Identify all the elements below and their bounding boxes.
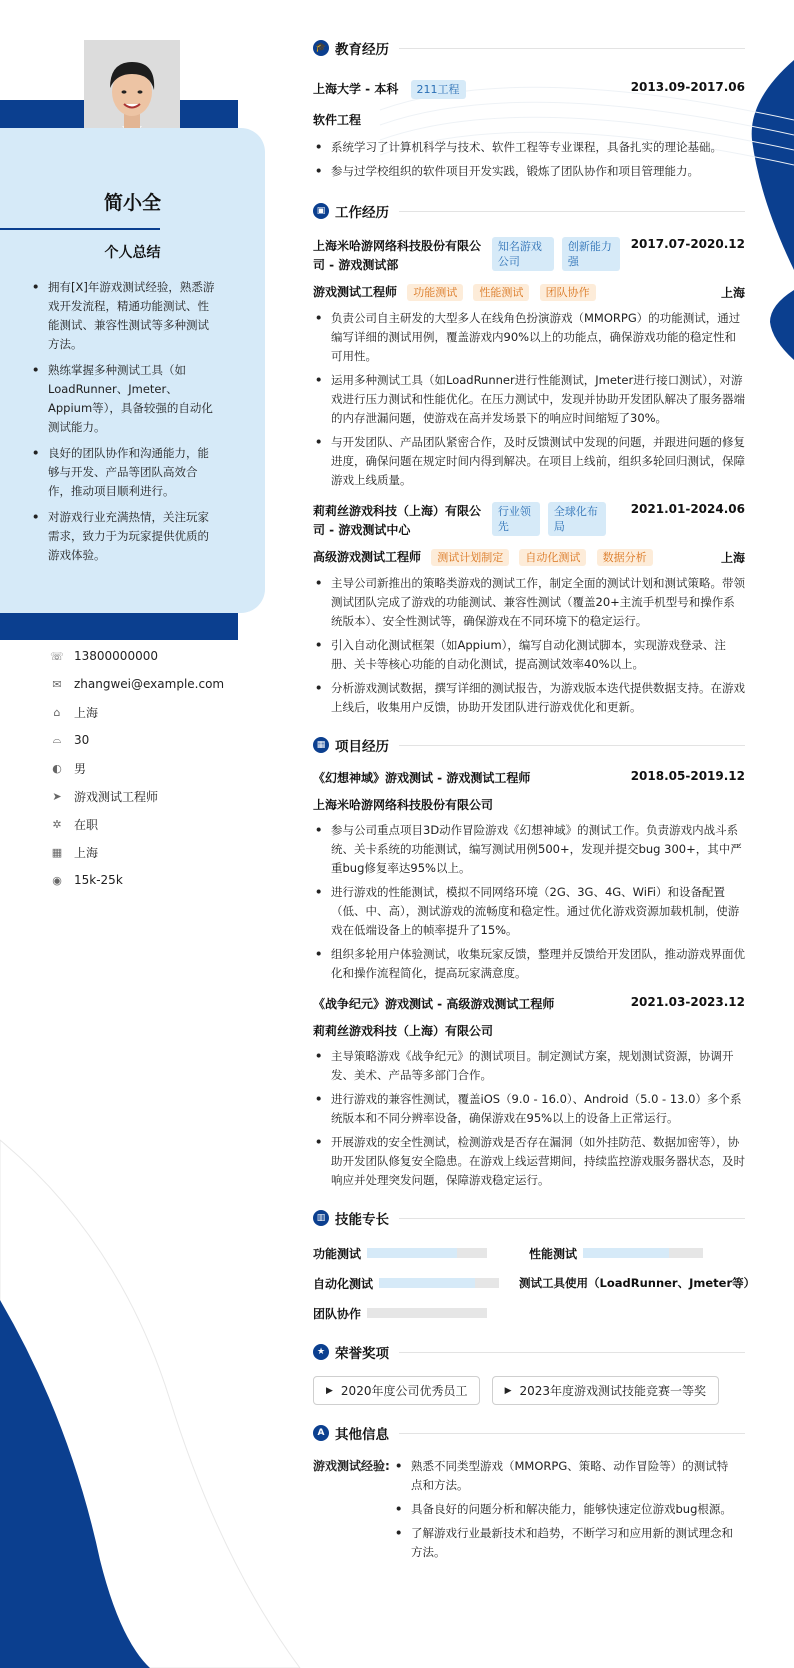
skill-fill (367, 1248, 457, 1258)
education-bullets (313, 138, 745, 181)
skill-fill (379, 1278, 475, 1288)
education-bullet: • 参与过学校组织的软件项目开发实践，锻炼了团队协作和项目管理能力。 (313, 162, 745, 181)
job-role: 游戏测试工程师 (313, 285, 398, 299)
other-label: 游戏测试经验: (313, 1459, 390, 1473)
skill-row (313, 1238, 745, 1268)
briefcase-icon: ▣ (313, 203, 329, 219)
awards-heading (313, 1342, 745, 1362)
other-title: 其他信息 (335, 1427, 389, 1443)
job-bullets (313, 574, 745, 717)
project-date: 2021.03-2023.12 (630, 995, 745, 1009)
job-bullet: • 运用多种测试工具（如LoadRunner进行性能测试，Jmeter进行接口测试），对游戏进行压力测试和性能优化。在压力测试中，发现并协助开发团队解决了服务器端的内存泄漏问题，使游戏在高并发场景下的响应时间缩短了30%。 (313, 371, 745, 428)
job-bullet: • 主导公司新推出的策略类游戏的测试工作，制定全面的测试计划和测试策略。带领测试团队完成了游戏的功能测试、兼容性测试（覆盖20+主流手机型号和操作系统版本）、安全性测试等，确保游戏在不同环境下的稳定运行。 (313, 574, 745, 631)
project-company: 莉莉丝游戏科技（上海）有限公司 (313, 1024, 494, 1038)
job-location: 上海 (720, 285, 745, 300)
project-name: 《战争纪元》游戏测试 - 高级游戏测试工程师 (313, 997, 555, 1011)
job-tag: 创新能力强 (562, 237, 620, 271)
skills-title: 技能专长 (335, 1212, 389, 1228)
education-title: 教育经历 (335, 42, 389, 58)
project-entry (313, 769, 745, 983)
skill-item (313, 1245, 529, 1262)
project-bullet: • 参与公司重点项目3D动作冒险游戏《幻想神域》的测试工作。负责游戏内战斗系统、关卡系统的功能测试，编写测试用例500+，发现并提交bug 300+，其中严重bug修复率达95%以上。 (313, 821, 745, 878)
skill-bar (367, 1308, 487, 1318)
project-bullets (313, 821, 745, 983)
skill-name: 测试工具使用（LoadRunner、Jmeter等） (519, 1276, 756, 1290)
heading-rule (399, 1433, 745, 1434)
play-icon: ▶ (326, 1385, 333, 1396)
salary-icon: ◉ (52, 873, 62, 887)
skill-bar (379, 1278, 499, 1288)
top-right-wave (752, 60, 794, 270)
profile-name: 简小全 (103, 192, 161, 214)
other-block (313, 1457, 745, 1567)
job-company: 上海米哈游网络科技股份有限公司 - 游戏测试部 (313, 239, 482, 272)
contact-phone (50, 642, 224, 670)
contact-email (50, 670, 224, 698)
job-bullet: • 引入自动化测试框架（如Appium），编写自动化测试脚本，实现游戏登录、注册、关卡等核心功能的自动化测试，提高测试效率40%以上。 (313, 636, 745, 674)
contact-home (50, 698, 224, 726)
email-icon: ✉ (52, 677, 62, 691)
skill-item (313, 1275, 519, 1292)
award-label: 2023年度游戏测试技能竞赛一等奖 (519, 1384, 707, 1398)
bar-chart-icon: ▥ (313, 1210, 329, 1226)
job-role-row (313, 283, 745, 301)
project-header (313, 995, 745, 1012)
skill-tag: 自动化测试 (519, 549, 586, 566)
heading-rule (399, 48, 745, 49)
position-value: 游戏测试工程师 (74, 789, 159, 804)
skill-bar (367, 1248, 487, 1258)
heading-rule (399, 745, 745, 746)
status-value: 在职 (74, 817, 99, 832)
skill-item (313, 1305, 529, 1322)
school-name: 上海大学 - 本科 (313, 82, 399, 96)
education-heading (313, 38, 745, 58)
skill-name: 团队协作 (313, 1306, 362, 1321)
skill-tag: 性能测试 (473, 284, 529, 301)
contact-list (50, 642, 224, 894)
job-role: 高级游戏测试工程师 (313, 550, 422, 564)
phone-icon: ☏ (50, 649, 64, 663)
skill-item (519, 1275, 756, 1291)
summary-item: • 良好的团队协作和沟通能力，能够与开发、产品等团队高效合作，推动项目顺利进行。 (30, 444, 220, 501)
summary-item: • 对游戏行业充满热情，关注玩家需求，致力于为玩家提供优质的游戏体验。 (30, 508, 220, 565)
skill-row (313, 1298, 745, 1328)
job-bullet: • 负责公司自主研发的大型多人在线角色扮演游戏（MMORPG）的功能测试，通过编写详细的测试用例，覆盖游戏内90%以上的功能点，确保游戏功能的稳定性和可用性。 (313, 309, 745, 366)
job-company: 莉莉丝游戏科技（上海）有限公司 - 游戏测试中心 (313, 504, 482, 537)
job-date: 2017.07-2020.12 (630, 237, 745, 251)
salary-value: 15k-25k (74, 873, 123, 887)
work-title: 工作经历 (335, 205, 389, 221)
contact-age (50, 726, 224, 754)
project-bullet: • 开展游戏的安全性测试，检测游戏是否存在漏洞（如外挂防范、数据加密等），协助开发团队修复安全隐患。在游戏上线运营期间，持续监控游戏服务器状态，及时响应并处理突发问题，保障游戏稳定运行。 (313, 1133, 745, 1190)
email-value: zhangwei@example.com (74, 677, 225, 691)
education-major: 软件工程 (313, 113, 362, 127)
gender-value: 男 (74, 761, 87, 776)
projects-title: 项目经历 (335, 739, 389, 755)
heading-rule (399, 1352, 745, 1353)
job-tags (492, 237, 624, 271)
project-bullet: • 主导策略游戏《战争纪元》的测试项目。制定测试方案，规划测试资源，协调开发、美术、产品等多部门合作。 (313, 1047, 745, 1085)
work-heading (313, 201, 745, 221)
school-tag: 211工程 (411, 80, 466, 99)
skill-fill (583, 1248, 669, 1258)
skill-name: 性能测试 (529, 1246, 578, 1261)
job-entry (313, 237, 745, 490)
project-bullet: • 组织多轮用户体验测试，收集玩家反馈，整理并反馈给开发团队，推动游戏界面优化和操作流程简化，提高玩家满意度。 (313, 945, 745, 983)
skill-bar (583, 1248, 703, 1258)
project-name: 《幻想神域》游戏测试 - 游戏测试工程师 (313, 771, 531, 785)
heading-rule (399, 1218, 745, 1219)
other-bullet: • 熟悉不同类型游戏（MMORPG、策略、动作冒险等）的测试特点和方法。 (393, 1457, 733, 1495)
awards-list (313, 1376, 745, 1405)
skill-item (529, 1245, 745, 1262)
other-heading (313, 1423, 745, 1443)
projects-heading (313, 735, 745, 755)
job-location: 上海 (720, 550, 745, 565)
project-company: 上海米哈游网络科技股份有限公司 (313, 798, 494, 812)
other-bullet: • 具备良好的问题分析和解决能力，能够快速定位游戏bug根源。 (393, 1500, 733, 1519)
name-divider (0, 228, 160, 230)
status-icon: ✲ (52, 817, 62, 831)
play-icon: ▶ (504, 1385, 512, 1396)
city-value: 上海 (74, 845, 99, 860)
job-date: 2021.01-2024.06 (630, 502, 745, 516)
job-bullet: • 与开发团队、产品团队紧密合作，及时反馈测试中发现的问题，并跟进问题的修复进度，确保问题在规定时间内得到解决。在项目上线前，组织多轮回归测试，保障游戏上线质量。 (313, 433, 745, 490)
contact-salary (50, 866, 224, 894)
skill-row (313, 1268, 756, 1298)
skills-grid (313, 1238, 756, 1328)
project-header (313, 769, 745, 786)
job-tag: 全球化布局 (548, 502, 606, 536)
phone-value: 13800000000 (74, 649, 158, 663)
city-icon: ▦ (51, 845, 63, 859)
project-entry (313, 995, 745, 1190)
job-tag: 行业领先 (492, 502, 540, 536)
job-bullet: • 分析游戏测试数据，撰写详细的测试报告，为游戏版本迭代提供数据支持。在游戏上线后，收集用户反馈，协助开发团队进行游戏优化和更新。 (313, 679, 745, 717)
education-bullet: • 系统学习了计算机科学与技术、软件工程等专业课程，具备扎实的理论基础。 (313, 138, 745, 157)
project-date: 2018.05-2019.12 (630, 769, 745, 783)
award-item (313, 1376, 480, 1405)
grid-icon: ▦ (313, 737, 329, 753)
education-row (313, 80, 745, 99)
contact-city (50, 838, 224, 866)
gender-icon: ◐ (52, 761, 62, 775)
project-bullets (313, 1047, 745, 1190)
award-label: 2020年度公司优秀员工 (340, 1384, 468, 1398)
skill-tag: 团队协作 (540, 284, 596, 301)
home-value: 上海 (74, 705, 99, 720)
skill-name: 自动化测试 (313, 1276, 374, 1291)
contact-gender (50, 754, 224, 782)
awards-title: 荣誉奖项 (335, 1346, 389, 1362)
job-tags (492, 502, 624, 536)
project-bullet: • 进行游戏的性能测试，模拟不同网络环境（2G、3G、4G、WiFi）和设备配置（低、中、高），测试游戏的流畅度和稳定性。通过优化游戏资源加载机制，使游戏在低端设备上的帧率提升了15%。 (313, 883, 745, 940)
main-content (313, 38, 756, 1567)
job-tag: 知名游戏公司 (492, 237, 554, 271)
project-bullet: • 进行游戏的兼容性测试，覆盖iOS（9.0 - 16.0）、Android（5.0 - 13.0）多个系统版本和不同分辨率设备，确保游戏在95%以上的设备上正常运行。 (313, 1090, 745, 1128)
job-entry (313, 502, 745, 717)
summary-item: • 拥有[X]年游戏测试经验，熟悉游戏开发流程，精通功能测试、性能测试、兼容性测试等多种测试方法。 (30, 278, 220, 354)
skills-heading (313, 1208, 745, 1228)
summary-item: • 熟练掌握多种测试工具（如LoadRunner、Jmeter、Appium等），具备较强的自动化测试能力。 (30, 361, 220, 437)
age-icon: ⌓ (52, 733, 62, 746)
job-bullets (313, 309, 745, 490)
home-icon: ⌂ (53, 705, 61, 719)
skill-name: 功能测试 (313, 1246, 362, 1261)
contact-status (50, 810, 224, 838)
skill-tag: 测试计划制定 (431, 549, 509, 566)
skill-tag: 功能测试 (407, 284, 463, 301)
other-bullet: • 了解游戏行业最新技术和趋势，不断学习和应用新的测试理念和方法。 (393, 1524, 733, 1562)
summary-title: 个人总结 (104, 245, 161, 261)
job-header (313, 502, 745, 540)
education-date: 2013.09-2017.06 (630, 80, 745, 94)
job-role-row (313, 548, 745, 566)
info-icon: A (313, 1425, 329, 1441)
mid-right-wave (770, 290, 794, 360)
award-icon: ★ (313, 1344, 329, 1360)
job-header (313, 237, 745, 275)
age-value: 30 (74, 733, 90, 747)
award-item (492, 1376, 719, 1405)
other-bullets (393, 1457, 733, 1567)
summary-list (30, 278, 220, 572)
graduation-cap-icon: 🎓 (313, 40, 329, 56)
skill-tag: 数据分析 (597, 549, 653, 566)
contact-position (50, 782, 224, 810)
heading-rule (399, 211, 745, 212)
position-icon: ➤ (52, 789, 62, 803)
